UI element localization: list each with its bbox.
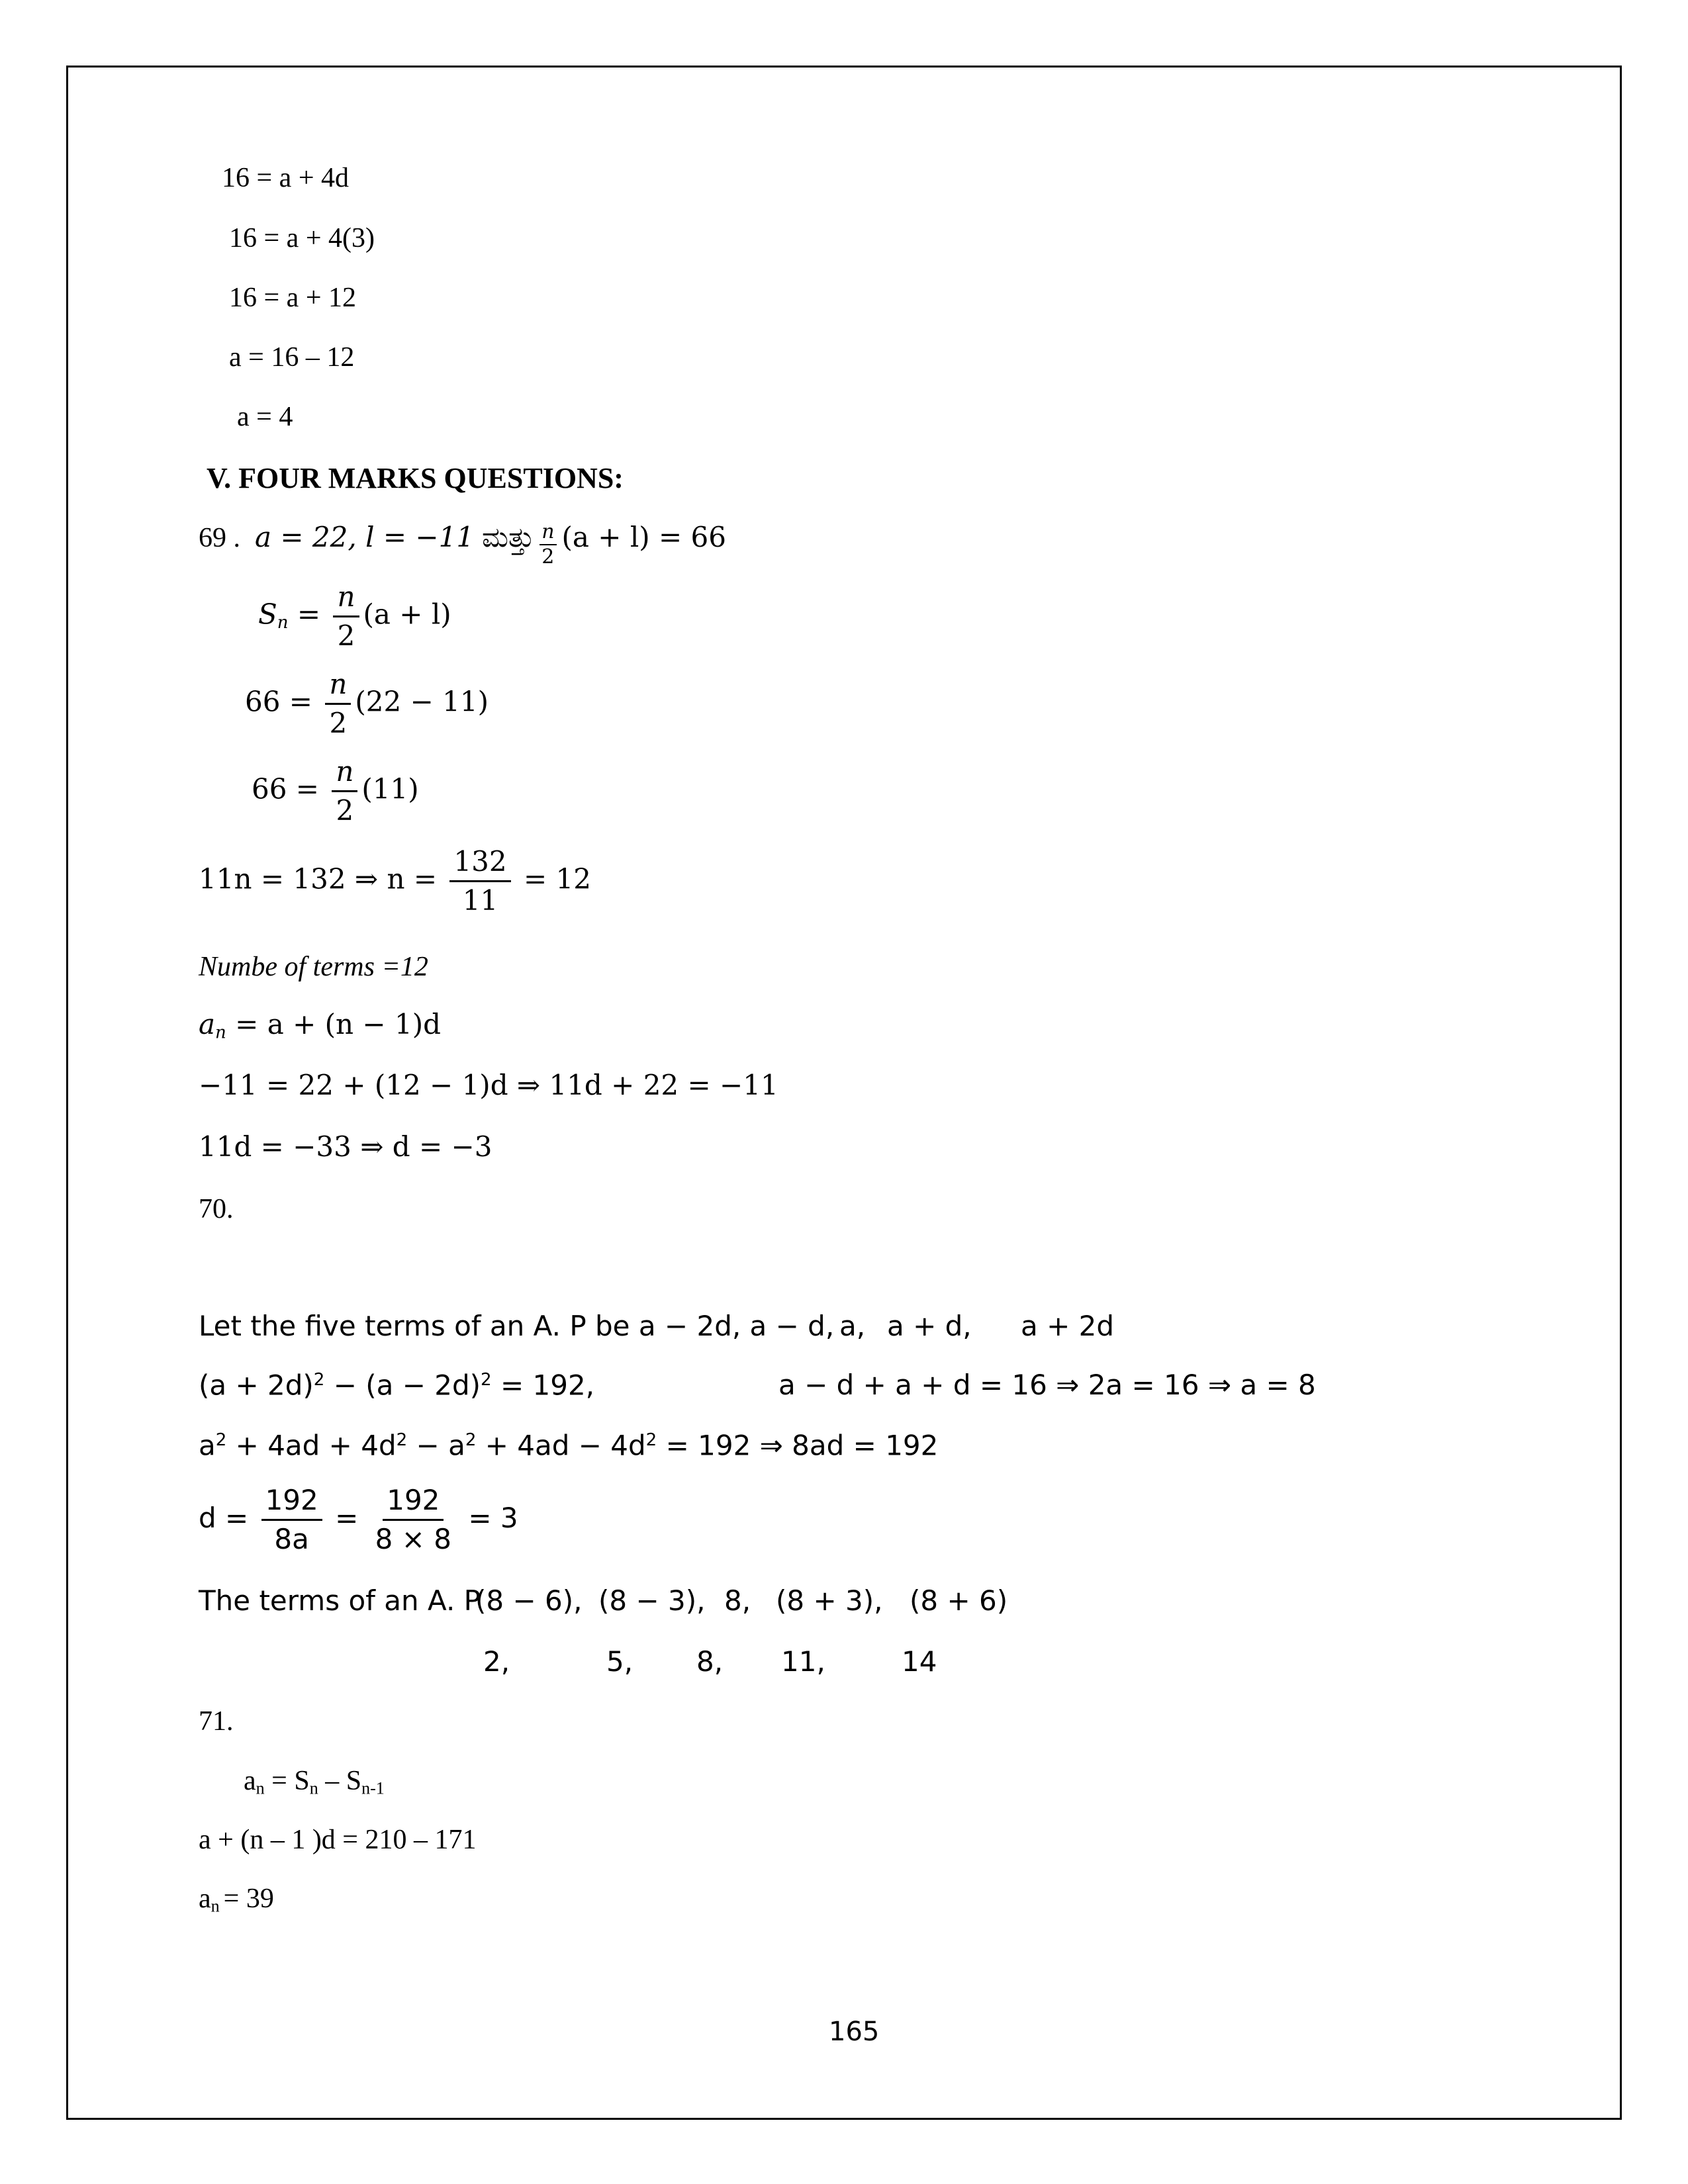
q69-given-line — [199, 522, 726, 567]
q71-number: 71. — [199, 1706, 234, 1737]
q69-given-tail: (a + l) = 66 — [561, 521, 726, 554]
eq-line-3: 16 = a + 12 — [229, 283, 357, 313]
section-heading: V. FOUR MARKS QUESTIONS: — [207, 462, 624, 494]
q70-intro: Let the five terms of an A. P be a − 2d, a − d, — [199, 1310, 835, 1342]
q71-row-3: $a_n = 39$ — [199, 1884, 274, 1916]
q70-intro-a-plus-d: a + d, — [887, 1310, 972, 1342]
q71-row-1: $a_n = S_n - S_{n-1}$ — [244, 1766, 385, 1798]
q70-number: 70. — [199, 1194, 234, 1224]
q70-value-1: 2, — [483, 1645, 510, 1678]
q69-step-4: −11 = 22 + (12 − 1)d ⇒ 11d + 22 = −11 — [199, 1069, 778, 1101]
q70-value-2: 5, — [606, 1645, 633, 1678]
q70-equation-2: $a^2 + 4ad + 4d^2 - a^2 + 4ad - 4d^2 = 192$ ⇒ 8ad = 192 — [199, 1429, 939, 1462]
q71-row-2: a + (n – 1 )d = 210 – 171 — [199, 1825, 477, 1855]
q70-intro-a: a, — [839, 1310, 866, 1342]
q70-d-calculation: d = $\frac{192}{8a}$ = $\frac{192}{8 \times 8}$ = 3 — [199, 1484, 518, 1556]
q70-equation-1: $(a + 2d)^2 - (a - 2d)^2 = 192$, — [199, 1369, 595, 1402]
q69-step-5: 11d = −33 ⇒ d = −3 — [199, 1130, 492, 1163]
q69-number: 69 . — [199, 523, 240, 554]
eq-line-1: 16 = a + 4d — [222, 163, 350, 193]
q69-kannada-and: ಮತ್ತು — [482, 521, 535, 554]
q70-term-2: (8 − 3), — [598, 1584, 706, 1617]
q70-terms-label: The terms of an A. P — [199, 1584, 481, 1617]
page-number: 165 — [829, 2017, 880, 2047]
q69-an-formula: $a_n = a + (n - 1)d$ — [199, 1008, 441, 1043]
q70-intro-a-plus-2d: a + 2d — [1021, 1310, 1115, 1342]
q70-value-3: 8, — [696, 1645, 724, 1678]
q70-value-4: 11, — [781, 1645, 825, 1678]
q70-term-5: (8 + 6) — [910, 1584, 1008, 1617]
q69-sn-formula: $S_n$ = $\frac{n}{2}$ (a + l) — [258, 580, 451, 653]
q70-term-4: (8 + 3), — [776, 1584, 883, 1617]
q70-term-1: (8 − 6), — [475, 1584, 583, 1617]
q69-n-over-2: $\frac{n}{2}$ — [333, 582, 359, 651]
q69-step-1: 66 = $\frac{n}{2}$ (22 − 11) — [245, 668, 489, 740]
eq-line-2: 16 = a + 4(3) — [229, 223, 375, 253]
q69-step-3: 11n = 132 ⇒ n = $\frac{132}{11}$ = 12 — [199, 845, 591, 917]
q70-equation-1-right: a − d + a + d = 16 ⇒ 2a = 16 ⇒ a = 8 — [778, 1369, 1316, 1401]
eq-line-4: a = 16 – 12 — [229, 342, 355, 373]
q70-value-5: 14 — [902, 1645, 937, 1678]
eq-line-5: a = 4 — [237, 402, 293, 432]
q69-given-fraction: $\frac{n}{2}$ — [539, 522, 556, 567]
q69-step-2: 66 = $\frac{n}{2}$ (11) — [252, 755, 419, 827]
q70-term-3: 8, — [724, 1584, 751, 1617]
q69-number-of-terms: Numbe of terms =12 — [199, 952, 428, 982]
q69-given: a = 22, l = −11 — [255, 521, 475, 554]
